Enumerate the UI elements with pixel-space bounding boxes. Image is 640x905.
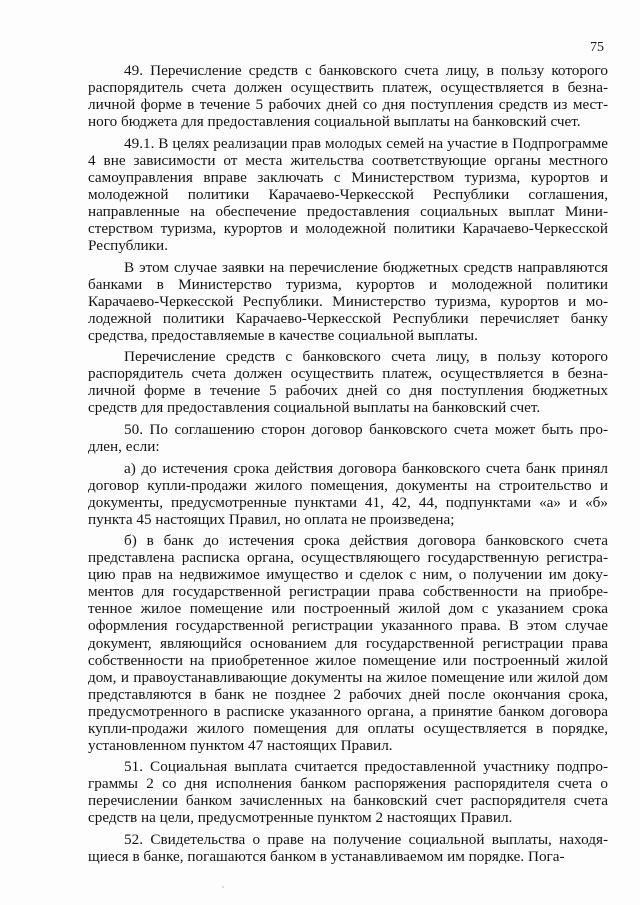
- paragraph-requests: В этом случае заявки на перечисление бюджетных средств направляются банками в Министерство туризма, курортов и молодежной политики Карачаево-Черкесской Республики. Министерство туризма, курортов и молодежной политики Карачаево-Черкесской Республики перечисляет банку средства, предоставляемые в качестве социальной выплаты.: [88, 258, 608, 344]
- paragraph-52: 52. Свидетельства о праве на получение социальной выплаты, находящиеся в банке, погашаются банком в устанавливаемом им порядке. Пога-: [88, 831, 608, 866]
- paragraph-51: 51. Социальная выплата считается предоставленной участнику подпрограммы 2 со дня исполнения банком распоряжения распорядителя счета о перечислении банком зачисленных на банковский счет распорядителя счета средств на цели, предусмотренные пунктом 2 настоящих Правил.: [88, 758, 608, 827]
- paragraph-50: 50. По соглашению сторон договор банковского счета может быть продлен, если:: [88, 420, 608, 455]
- paragraph-49-1: 49.1. В целях реализации прав молодых семей на участие в Подпрограмме 4 вне зависимости от места жительства соответствующие органы местного самоуправления вправе заключать с Министерством туризма, курортов и молодежной политики Карачаево-Черкесской Республики соглашения, направленные на обеспечение предоставления социальных выплат Министерством туризма, курортов и молодежной политики Карачаево-Черкесской Республики.: [88, 134, 608, 254]
- page-number: 75: [590, 40, 604, 55]
- paragraph-50-a: а) до истечения срока действия договора банковского счета банк принял договор купли-продажи жилого помещения, документы на строительство и документы, предусмотренные пунктами 41, 42, 44, подпунктами «а» и «б» пункта 45 настоящих Правил, но оплата не произведена;: [88, 459, 608, 528]
- paragraph-transfer: Перечисление средств с банковского счета лицу, в пользу которого распорядитель счета должен осуществить платеж, осуществляется в безналичной форме в течение 5 рабочих дней со дня поступления бюджетных средств для предоставления социальной выплаты на банковский счет.: [88, 348, 608, 417]
- paragraph-50-b: б) в банк до истечения срока действия договора банковского счета представлена расписка органа, осуществляющего государственную регистрацию прав на недвижимое имущество и сделок с ним, о получении им документов для государственной регистрации права собственности на приобретенное жилое помещение или построенный жилой дом с указанием срока оформления государственной регистрации указанного права. В этом случае документ, являющийся основанием для государственной регистрации права собственности на приобретенное жилое помещение или построенный жилой дом, и правоустанавливающие документы на жилое помещение или жилой дом представляются в банк не позднее 2 рабочих дней после окончания срока, предусмотренного в расписке указанного органа, а принятие банком договора купли-продажи жилого помещения для оплаты осуществляется в порядке, установленном пунктом 47 настоящих Правил.: [88, 532, 608, 754]
- document-body: [88, 62, 608, 865]
- scan-speck: [222, 886, 224, 888]
- paragraph-49: 49. Перечисление средств с банковского счета лицу, в пользу которого распорядитель счета должен осуществить платеж, осуществляется в безналичной форме в течение 5 рабочих дней со дня поступления средств из местного бюджета для предоставления социальной выплаты на банковский счет.: [88, 62, 608, 131]
